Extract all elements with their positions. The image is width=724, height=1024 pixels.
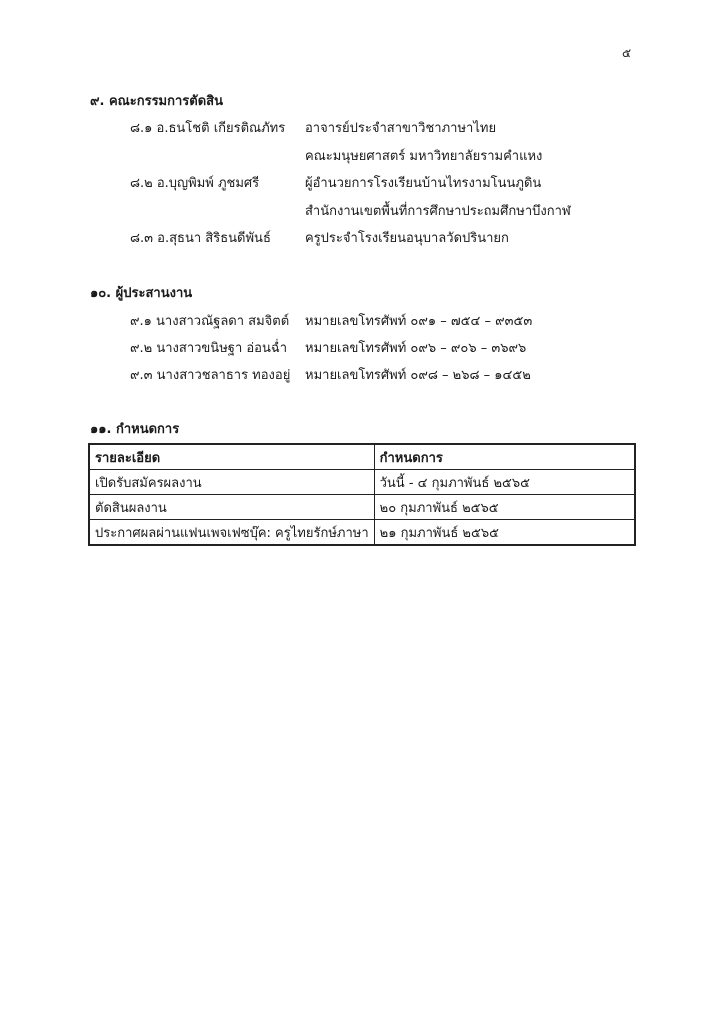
schedule-date-cell: ๒๐ กุมภาพันธ์ ๒๕๖๕ <box>374 495 635 520</box>
committee-member-role: ผู้อำนวยการโรงเรียนบ้านไทรงามโนนภูดิน <box>305 176 542 191</box>
table-row <box>89 495 635 520</box>
schedule-detail-cell: ตัดสินผลงาน <box>89 495 374 520</box>
schedule-detail-cell: ประกาศผลผ่านแฟนเพจเฟซบุ๊ค: ครูไทยรักษ์ภาษา <box>89 520 374 546</box>
committee-member-role: ครูประจำโรงเรียนอนุบาลวัดปรินายก <box>305 231 509 246</box>
column-header-detail: รายละเอียด <box>89 444 374 470</box>
schedule-detail-cell: เปิดรับสมัครผลงาน <box>89 470 374 495</box>
committee-member-affiliation: คณะมนุษยศาสตร์ มหาวิทยาลัยรามคำแหง <box>305 149 543 164</box>
schedule-date-cell: ๒๑ กุมภาพันธ์ ๒๕๖๕ <box>374 520 635 546</box>
coordinator-name: ๙.๓ นางสาวชลาธาร ทองอยู่ <box>130 368 291 383</box>
coordinator-phone: หมายเลขโทรศัพท์ ๐๙๑ – ๗๕๔ – ๙๓๕๓ <box>305 314 533 329</box>
table-header-row <box>89 444 635 470</box>
column-header-date: กำหนดการ <box>374 444 635 470</box>
page-number: ๕ <box>622 46 632 60</box>
table-row <box>89 520 635 546</box>
coordinator-name: ๙.๑ นางสาวณัฐลดา สมจิตต์ <box>130 314 290 329</box>
schedule-date-cell: วันนี้ - ๔ กุมภาพันธ์ ๒๕๖๕ <box>374 470 635 495</box>
coordinator-name: ๙.๒ นางสาวขนิษฐา อ่อนฉ่ำ <box>130 341 288 356</box>
coordinator-phone: หมายเลขโทรศัพท์ ๐๙๖ – ๙๐๖ – ๓๖๙๖ <box>305 341 527 356</box>
schedule-table <box>88 443 636 546</box>
coordinators-heading: ๑๐. ผู้ประสานงาน <box>90 286 193 301</box>
committee-member-name: ๘.๓ อ.สุธนา สิริธนดีพันธ์ <box>130 231 271 246</box>
committee-member-affiliation: สำนักงานเขตพื้นที่การศึกษาประถมศึกษาบึงกาฬ <box>305 204 571 219</box>
committee-member-name: ๘.๒ อ.บุญพิมพ์ ภูชมศรี <box>130 176 260 191</box>
schedule-heading: ๑๑. กำหนดการ <box>90 422 180 437</box>
committee-heading: ๙. คณะกรรมการตัดสิน <box>90 94 223 109</box>
table-row <box>89 470 635 495</box>
committee-member-role: อาจารย์ประจำสาขาวิชาภาษาไทย <box>305 121 497 136</box>
committee-member-name: ๘.๑ อ.ธนโชติ เกียรติณภัทร <box>130 121 286 136</box>
coordinator-phone: หมายเลขโทรศัพท์ ๐๙๘ – ๒๖๘ – ๑๔๕๒ <box>305 368 531 383</box>
